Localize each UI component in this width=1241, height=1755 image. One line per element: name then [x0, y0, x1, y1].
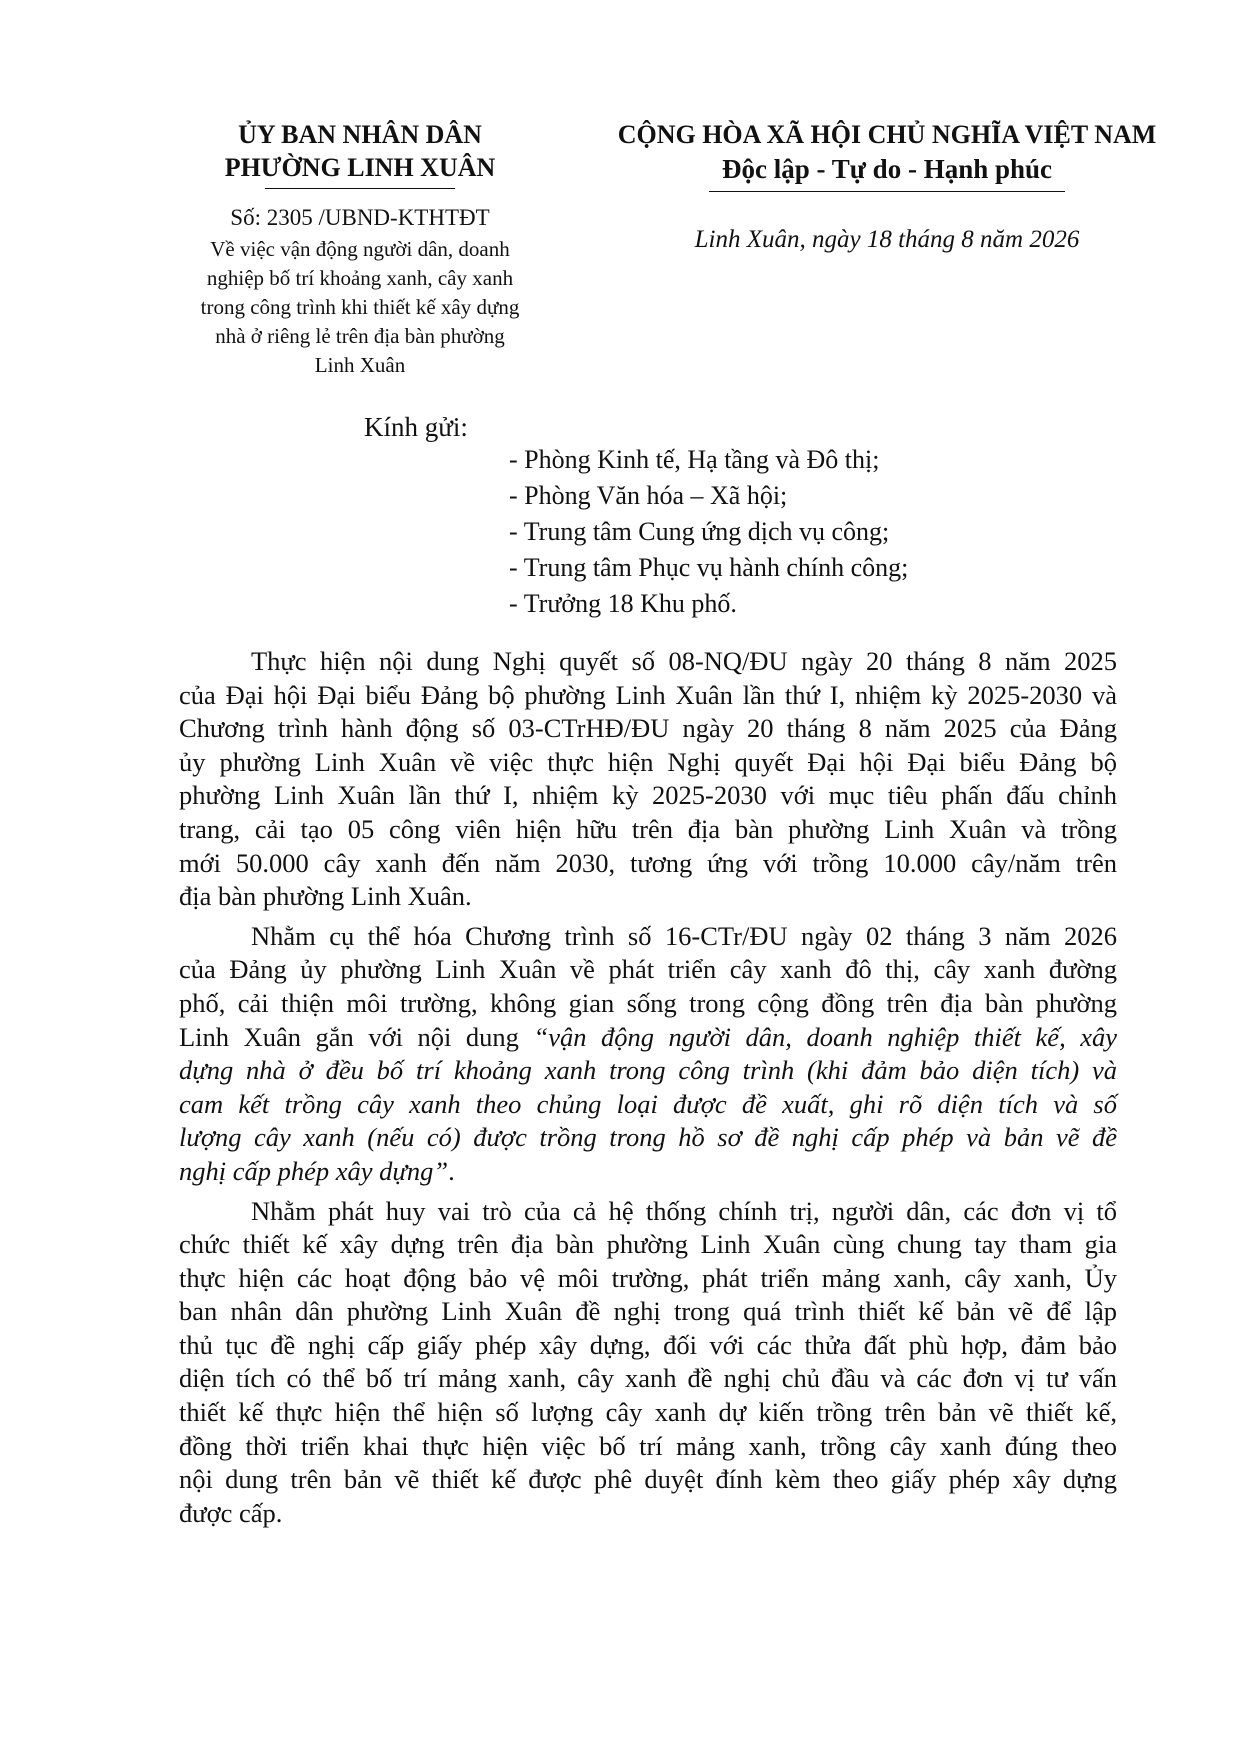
body-line: Nhằm phát huy vai trò của cả hệ thống chính trị, người dân, các đơn vị tổ — [251, 1195, 1117, 1226]
paragraph-3 — [179, 1195, 1117, 1531]
body-line: Thực hiện nội dung Nghị quyết số 08-NQ/ĐU ngày 20 tháng 8 năm 2025 — [251, 646, 1117, 676]
recipient-item: - Trưởng 18 Khu phố. — [509, 589, 737, 618]
recipient-item: - Trung tâm Phục vụ hành chính công; — [509, 553, 909, 582]
body-line: Chương trình hành động số 03-CTrHĐ/ĐU ngày 20 tháng 8 năm 2025 của Đảng — [179, 713, 1117, 744]
quoted-line: cam kết trồng cây xanh theo chủng loại được đề xuất, ghi rõ diện tích và số — [179, 1088, 1117, 1119]
subject-line: nhà ở riêng lẻ trên địa bàn phường — [215, 324, 505, 348]
body-line: ủy phường Linh Xuân về việc thực hiện Nghị quyết Đại hội Đại biểu Đảng bộ — [179, 746, 1117, 777]
nation-title: CỘNG HÒA XÃ HỘI CHỦ NGHĨA VIỆT NAM — [617, 120, 1157, 149]
agency-line-2: PHƯỜNG LINH XUÂN — [224, 153, 496, 182]
subject-line: nghiệp bố trí khoảng xanh, cây xanh — [206, 266, 514, 290]
recipients-list — [509, 442, 908, 622]
body-line: Nhằm cụ thể hóa Chương trình số 16-CTr/ĐU ngày 02 tháng 3 năm 2026 — [251, 920, 1117, 951]
subject-line: Linh Xuân — [314, 353, 406, 377]
body-line: trang, cải tạo 05 công viên hiện hữu trên địa bàn phường Linh Xuân và trồng — [179, 813, 1117, 844]
subject-line: Về việc vận động người dân, doanh — [210, 237, 510, 261]
document-body — [179, 645, 1117, 1536]
quoted-text: “vận động người dân, doanh nghiệp thiết kế, xây — [533, 1021, 1118, 1052]
body-line: ban nhân dân phường Linh Xuân đề nghị trong quá trình thiết kế bản vẽ để lập — [179, 1296, 1117, 1327]
place-and-date: Linh Xuân, ngày 18 tháng 8 năm 2026 — [694, 226, 1080, 253]
quoted-line: lượng cây xanh (nếu có) được trồng trong hồ sơ đề nghị cấp phép và bản vẽ đề — [179, 1122, 1117, 1153]
recipient-item: - Phòng Kinh tế, Hạ tầng và Đô thị; — [509, 445, 880, 474]
body-line: chức thiết kế xây dựng trên địa bàn phường Linh Xuân cùng chung tay tham gia — [179, 1229, 1117, 1260]
national-header — [592, 118, 1182, 256]
body-line: phường Linh Xuân lần thứ I, nhiệm kỳ 2025-2030 với mục tiêu phấn đấu chỉnh — [179, 780, 1117, 811]
quoted-text: nghị cấp phép xây dựng” — [179, 1155, 449, 1186]
body-line: của Đảng ủy phường Linh Xuân về phát triển cây xanh đô thị, cây xanh đường — [179, 954, 1117, 985]
recipient-item: - Phòng Văn hóa – Xã hội; — [509, 481, 788, 510]
quoted-line: dựng nhà ở đều bố trí khoảng xanh trong công trình (khi đảm bảo diện tích) và — [179, 1055, 1117, 1086]
body-line-mixed — [179, 1021, 1117, 1055]
body-line: phố, cải thiện môi trường, không gian sống trong cộng đồng trên địa bàn phường — [179, 987, 1117, 1018]
body-line: của Đại hội Đại biểu Đảng bộ phường Linh Xuân lần thứ I, nhiệm kỳ 2025-2030 và — [179, 679, 1117, 710]
body-line: thực hiện các hoạt động bảo vệ môi trường, phát triển mảng xanh, cây xanh, Ủy — [179, 1262, 1117, 1293]
recipient-item: - Trung tâm Cung ứng dịch vụ công; — [509, 517, 890, 546]
body-line-mixed — [179, 1155, 1117, 1189]
national-motto: Độc lập - Tự do - Hạnh phúc — [721, 154, 1053, 184]
body-line: thiết kế thực hiện thể hiện số lượng cây xanh dự kiến trồng trên bản vẽ thiết kế, — [179, 1397, 1117, 1428]
body-line: diện tích có thể bố trí mảng xanh, cây xanh đề nghị chủ đầu và các đơn vị tư vấn — [179, 1363, 1117, 1394]
body-text-normal: Linh Xuân gắn với nội dung — [179, 1021, 534, 1052]
body-line: đồng thời triển khai thực hiện việc bố trí mảng xanh, trồng cây xanh đúng theo — [179, 1430, 1117, 1461]
body-line: nội dung trên bản vẽ thiết kế được phê duyệt đính kèm theo giấy phép xây dựng — [179, 1464, 1117, 1495]
body-line: được cấp. — [179, 1497, 283, 1528]
issuer-block — [150, 118, 570, 380]
motto-underline — [709, 191, 1065, 192]
body-text-normal: . — [448, 1155, 455, 1186]
paragraph-2 — [179, 920, 1117, 1189]
body-line: mới 50.000 cây xanh đến năm 2030, tương ứng với trồng 10.000 cây/năm trên — [179, 847, 1117, 878]
subject-line: trong công trình khi thiết kế xây dựng — [200, 295, 520, 319]
agency-line-1: ỦY BAN NHÂN DÂN — [238, 120, 482, 149]
recipients-label: Kính gửi: — [364, 412, 468, 442]
paragraph-1 — [179, 645, 1117, 914]
body-line: địa bàn phường Linh Xuân. — [179, 881, 472, 912]
body-line: thủ tục đề nghị cấp giấy phép xây dựng, đối với các thửa đất phù hợp, đảm bảo — [179, 1329, 1117, 1360]
document-number: Số: 2305 /UBND-KTHTĐT — [230, 205, 490, 230]
agency-underline — [265, 188, 455, 189]
document-subject — [150, 235, 570, 380]
